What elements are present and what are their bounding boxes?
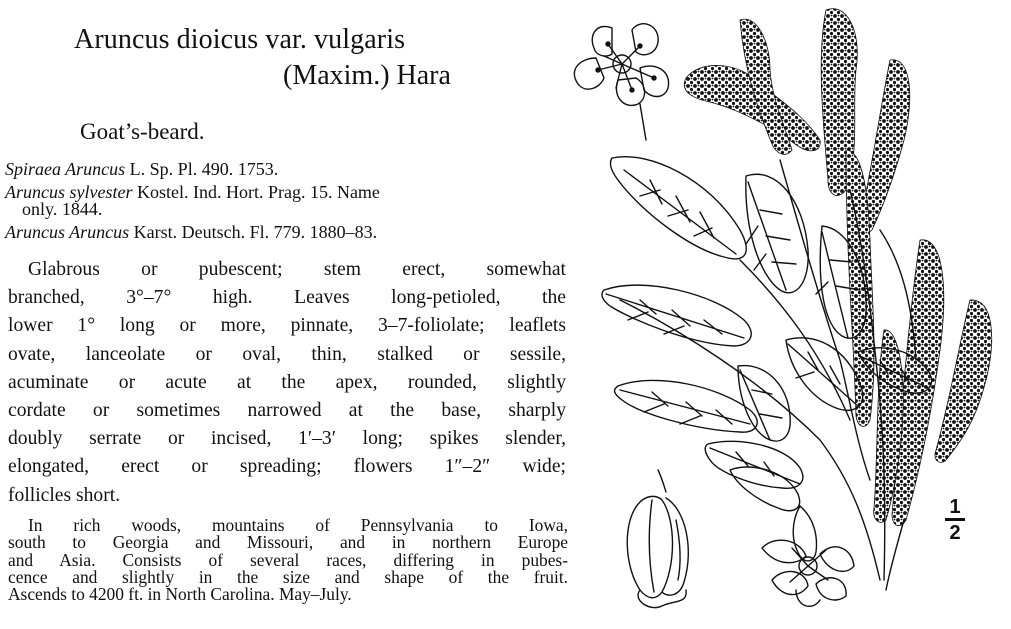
flower-detail-top — [574, 24, 668, 140]
description-line: follicles short. — [8, 484, 121, 506]
scale-indicator — [940, 497, 970, 545]
description-line: cordate or sometimes narrowed at the base, sharply — [8, 399, 566, 421]
habitat-line: In rich woods, mountains of Pennsylvania to Iowa, — [28, 515, 568, 535]
description-line: branched, 3°–7° high. Leaves long-petioled, the — [8, 287, 566, 309]
synonym-citation: L. Sp. Pl. 490. 1753. — [125, 159, 279, 179]
description-line: acuminate or acute at the apex, rounded, slightly — [8, 371, 566, 393]
scale-numerator: 1 — [949, 496, 961, 518]
habitat-paragraph — [8, 517, 568, 603]
synonym-1 — [5, 161, 567, 178]
scale-fraction-bar — [945, 518, 965, 521]
open-flower-detail — [762, 506, 854, 606]
synonym-3 — [5, 224, 567, 241]
scale-denominator: 2 — [949, 522, 961, 544]
synonym-citation: Karst. Deutsch. Fl. 779. 1880–83. — [129, 222, 378, 242]
fruit-detail — [627, 470, 688, 608]
description-line: ovate, lanceolate or oval, thin, stalked or sessile, — [8, 343, 566, 365]
description-line: lower 1° long or more, pinnate, 3–7-foliolate; leaflets — [8, 315, 566, 337]
synonym-name: Spiraea Aruncus — [5, 159, 126, 179]
synonym-name: Aruncus sylvester — [5, 182, 133, 202]
habitat-line: south to Georgia and Missouri, and in northern Europe — [8, 532, 568, 553]
common-name: Goat’s-beard. — [80, 119, 205, 144]
description-line: Glabrous or pubescent; stem erect, somewhat — [28, 259, 566, 280]
flower-spikes — [684, 9, 991, 526]
synonym-name: Aruncus Aruncus — [5, 222, 130, 242]
habitat-line: cence and slightly in the size and shape of the fruit. — [8, 566, 568, 587]
description-line: elongated, erect or spreading; flowers 1″–2″ wide; — [8, 456, 566, 478]
synonym-citation: Kostel. Ind. Hort. Prag. 15. Name — [132, 182, 380, 202]
synonym-2-continuation: only. 1844. — [22, 199, 103, 219]
habitat-line: Ascends to 4200 ft. in North Carolina. May–July. — [8, 584, 352, 605]
scientific-name: Aruncus dioicus var. vulgaris — [74, 24, 406, 55]
description-paragraph — [8, 256, 566, 510]
habitat-line: and Asia. Consists of several races, differing in pubes- — [8, 549, 568, 570]
description-line: doubly serrate or incised, 1′–3′ long; spikes slender, — [8, 428, 566, 450]
author-citation: (Maxim.) Hara — [283, 60, 451, 91]
